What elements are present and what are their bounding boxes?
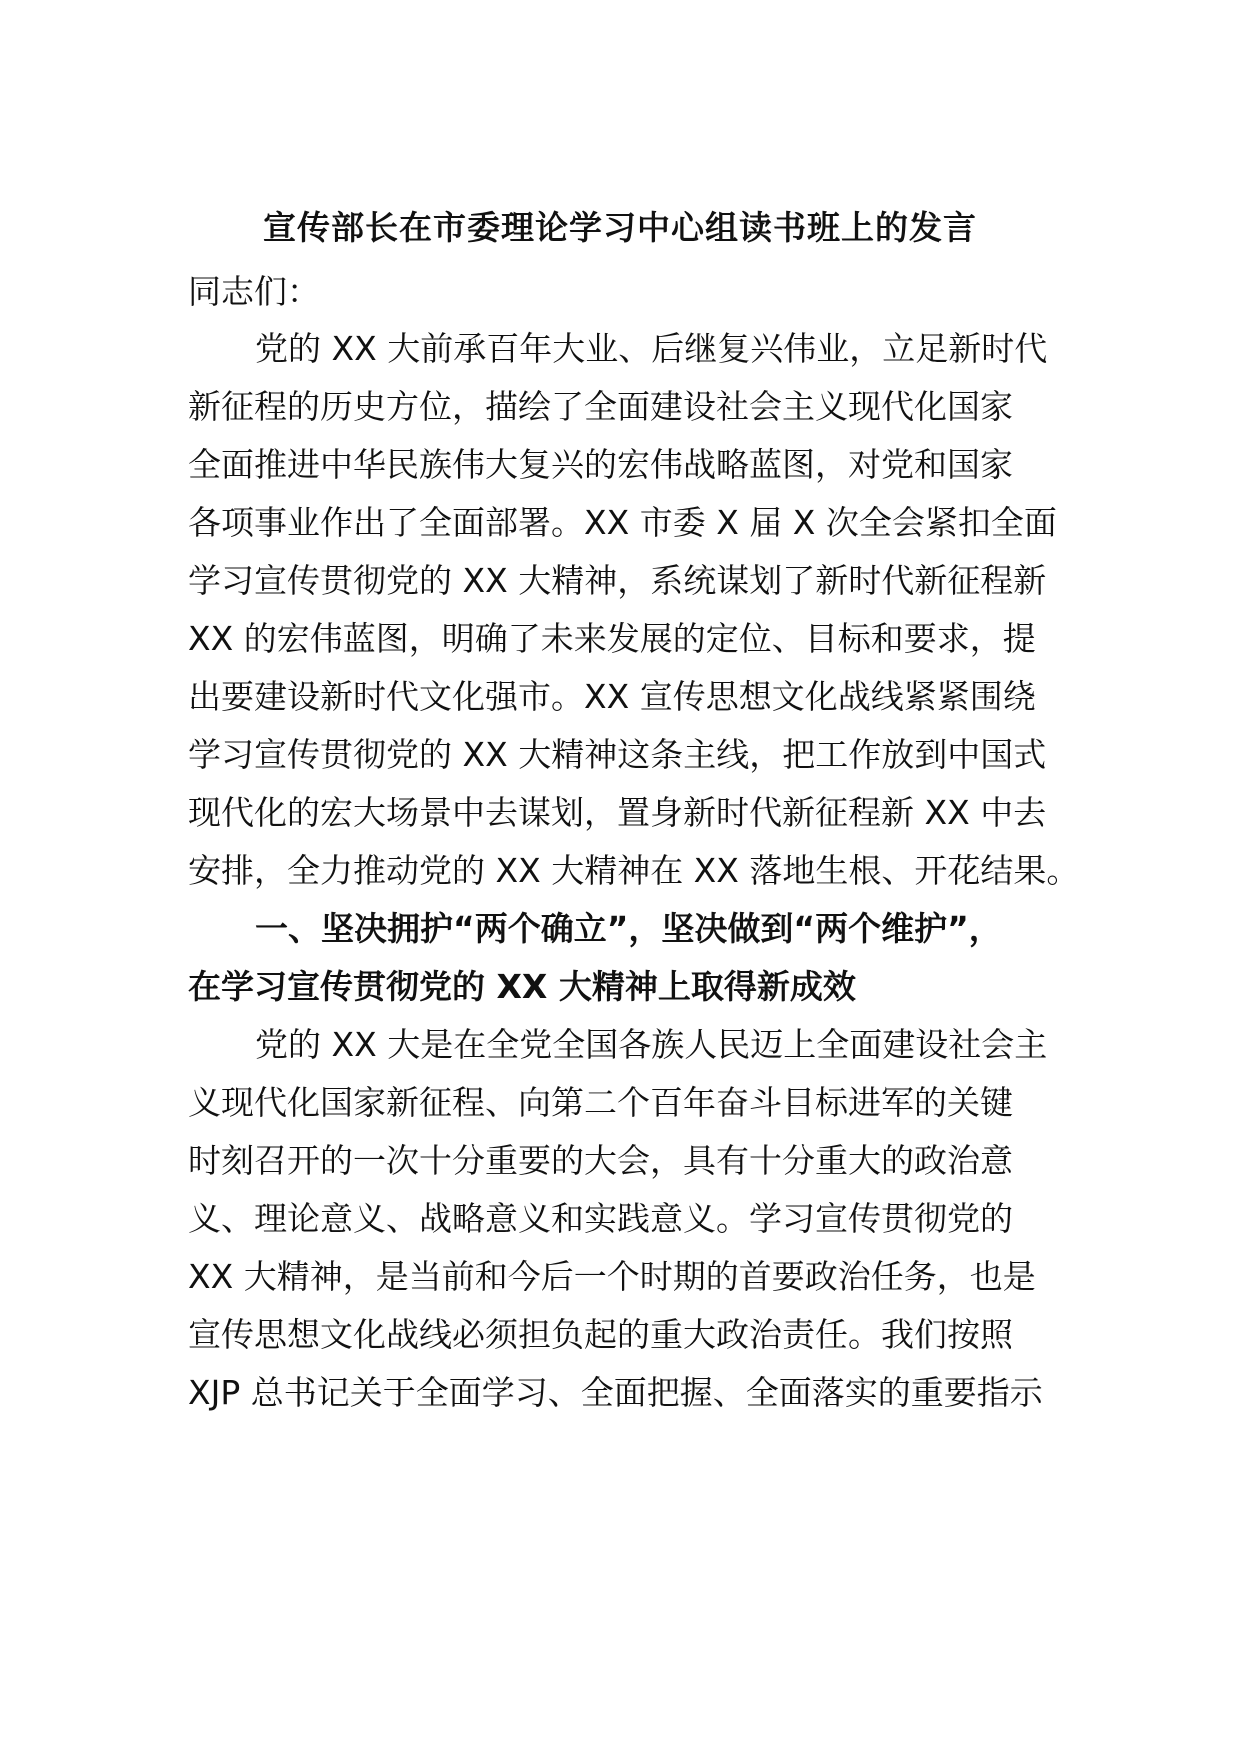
paragraph-line: XX 大精神，是当前和今后一个时期的首要政治任务，也是 xyxy=(188,1257,1036,1296)
paragraph-line: XJP 总书记关于全面学习、全面把握、全面落实的重要指示 xyxy=(188,1373,1043,1412)
section-heading: 在学习宣传贯彻党的 XX 大精神上取得新成效 xyxy=(188,967,856,1006)
paragraph-line: 各项事业作出了全面部署。XX 市委 X 届 X 次全会紧扣全面 xyxy=(188,503,1057,542)
paragraph-line: XX 的宏伟蓝图，明确了未来发展的定位、目标和要求，提 xyxy=(188,619,1036,658)
paragraph-line: 安排，全力推动党的 XX 大精神在 XX 落地生根、开花结果。 xyxy=(188,851,1080,890)
document-title: 宣传部长在市委理论学习中心组读书班上的发言 xyxy=(263,208,977,247)
paragraph-line: 义、理论意义、战略意义和实践意义。学习宣传贯彻党的 xyxy=(188,1199,1013,1238)
paragraph-line: 全面推进中华民族伟大复兴的宏伟战略蓝图，对党和国家 xyxy=(188,445,1013,484)
paragraph-line: 党的 XX 大是在全党全国各族人民迈上全面建设社会主 xyxy=(255,1025,1048,1064)
paragraph-line: 义现代化国家新征程、向第二个百年奋斗目标进军的关键 xyxy=(188,1083,1013,1122)
salutation: 同志们： xyxy=(188,272,320,311)
paragraph-line: 学习宣传贯彻党的 XX 大精神，系统谋划了新时代新征程新 xyxy=(188,561,1047,600)
paragraph-line: 时刻召开的一次十分重要的大会，具有十分重大的政治意 xyxy=(188,1141,1013,1180)
paragraph-line: 宣传思想文化战线必须担负起的重大政治责任。我们按照 xyxy=(188,1315,1013,1354)
section-heading: 一、坚决拥护“两个确立”，坚决做到“两个维护”， xyxy=(255,909,1002,948)
paragraph-line: 出要建设新时代文化强市。XX 宣传思想文化战线紧紧围绕 xyxy=(188,677,1036,716)
paragraph-line: 新征程的历史方位，描绘了全面建设社会主义现代化国家 xyxy=(188,387,1013,426)
paragraph-line: 现代化的宏大场景中去谋划，置身新时代新征程新 XX 中去 xyxy=(188,793,1047,832)
paragraph-line: 党的 XX 大前承百年大业、后继复兴伟业，立足新时代 xyxy=(255,329,1048,368)
paragraph-line: 学习宣传贯彻党的 XX 大精神这条主线，把工作放到中国式 xyxy=(188,735,1047,774)
